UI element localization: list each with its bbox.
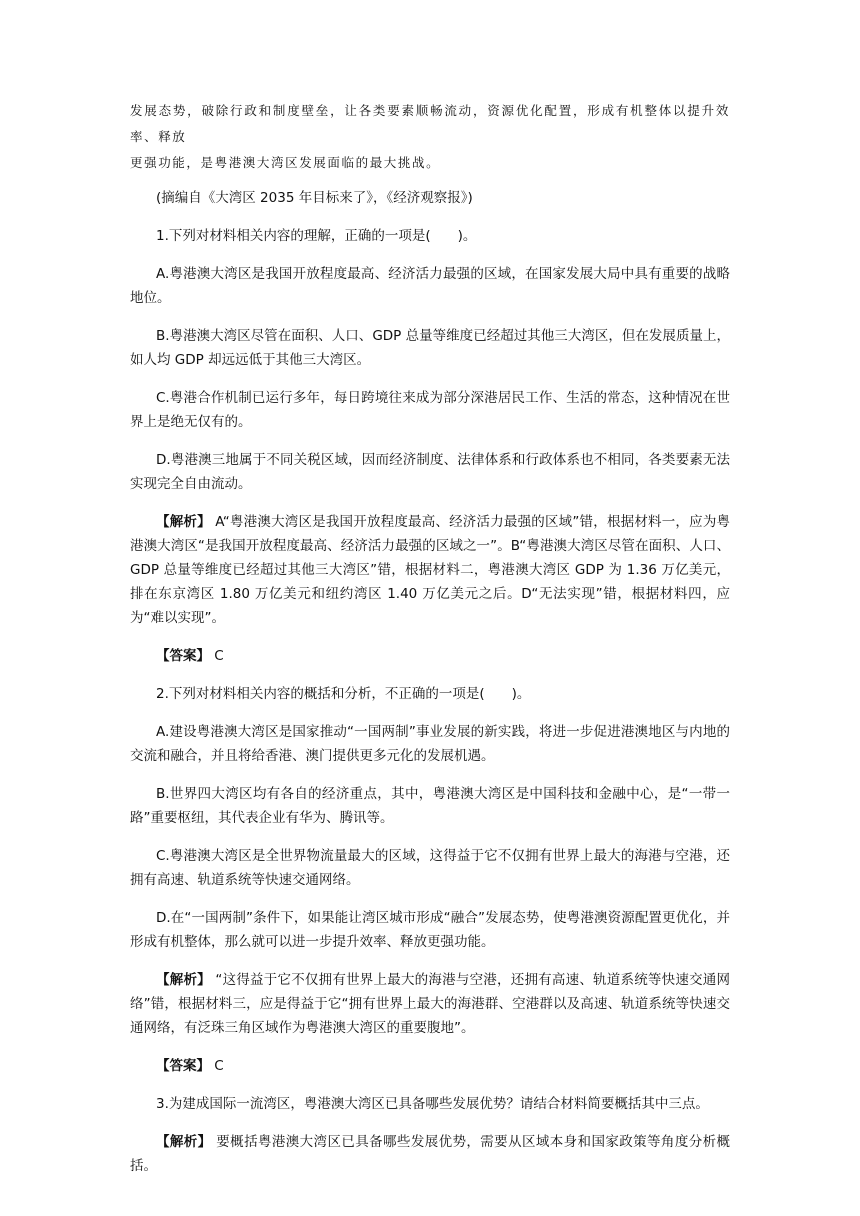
q2-analysis-text: “这得益于它不仅拥有世界上最大的海港与空港，还拥有高速、轨道系统等快速交通网络”错，根据材料三，应是得益于它“拥有世界上最大的海港群、空港群以及高速、轨道系统等快速交通网络，有泛珠三角区域作为粤港澳大湾区的重要腹地”。 xyxy=(130,972,731,1036)
q3-analysis-text: 要概括粤港澳大湾区已具备哪些发展优势，需要从区域本身和国家政策等角度分析概括。 xyxy=(130,1134,731,1174)
q2-option-b: B.世界四大湾区均有各自的经济重点，其中，粤港澳大湾区是中国科技和金融中心，是“一带一路”重要枢纽，其代表企业有华为、腾讯等。 xyxy=(130,786,730,826)
q1-analysis xyxy=(130,510,730,630)
q1-answer-value: C xyxy=(214,648,224,664)
source-citation: (摘编自《大湾区 2035 年目标来了》，《经济观察报》) xyxy=(156,190,473,206)
q2-analysis xyxy=(130,968,730,1040)
q1-option-a: A.粤港澳大湾区是我国开放程度最高、经济活力最强的区域，在国家发展大局中具有重要的战略地位。 xyxy=(130,266,730,306)
intro-line-1: 发展态势，破除行政和制度壁垒，让各类要素顺畅流动，资源优化配置，形成有机整体以提升效率、释放 xyxy=(130,103,730,144)
q2-question: 2.下列对材料相关内容的概括和分析，不正确的一项是( )。 xyxy=(156,686,531,702)
q1-analysis-text: A“粤港澳大湾区是我国开放程度最高、经济活力最强的区域”错，根据材料一，应为粤港澳大湾区“是我国开放程度最高、经济活力最强的区域之一”。B“粤港澳大湾区尽管在面积、人口、GDP 总量等维度已经超过其他三大湾区”错，根据材料二，粤港澳大湾区 GDP 为 1.36 万亿美元，排在东京湾区 1.80 万亿美元和纽约湾区 1.40 万亿美元之后。D“无法实现”错，根据材料四，应为“难以实现”。 xyxy=(130,514,731,626)
q2-option-c: C.粤港澳大湾区是全世界物流量最大的区域，这得益于它不仅拥有世界上最大的海港与空港，还拥有高速、轨道系统等快速交通网络。 xyxy=(130,848,730,888)
q1-answer xyxy=(130,644,730,668)
analysis-label: 【解析】 xyxy=(156,1134,212,1150)
analysis-label: 【解析】 xyxy=(156,972,211,988)
q2-option-d: D.在“一国两制”条件下，如果能让湾区城市形成“融合”发展态势，使粤港澳资源配置更优化，并形成有机整体，那么就可以进一步提升效率、释放更强功能。 xyxy=(130,910,730,950)
q2-answer xyxy=(130,1054,730,1078)
analysis-label: 【解析】 xyxy=(156,514,211,530)
q2-answer-value: C xyxy=(214,1058,224,1074)
q3-analysis xyxy=(130,1130,730,1178)
intro-line-2: 更强功能，是粤港澳大湾区发展面临的最大挑战。 xyxy=(130,155,441,170)
q1-option-c: C.粤港合作机制已运行多年，每日跨境往来成为部分深港居民工作、生活的常态，这种情况在世界上是绝无仅有的。 xyxy=(130,390,730,430)
q1-option-d: D.粤港澳三地属于不同关税区域，因而经济制度、法律体系和行政体系也不相同，各类要素无法实现完全自由流动。 xyxy=(130,452,730,492)
answer-label: 【答案】 xyxy=(156,1058,210,1074)
q3-question: 3.为建成国际一流湾区，粤港澳大湾区已具备哪些发展优势？请结合材料简要概括其中三点。 xyxy=(156,1096,709,1112)
q1-question: 1.下列对材料相关内容的理解，正确的一项是( )。 xyxy=(156,228,477,244)
document-page xyxy=(130,98,730,1178)
answer-label: 【答案】 xyxy=(156,648,210,664)
q2-option-a: A.建设粤港澳大湾区是国家推动“一国两制”事业发展的新实践，将进一步促进港澳地区与内地的交流和融合，并且将给香港、澳门提供更多元化的发展机遇。 xyxy=(130,724,730,764)
q1-option-b: B.粤港澳大湾区尽管在面积、人口、GDP 总量等维度已经超过其他三大湾区，但在发展质量上，如人均 GDP 却远远低于其他三大湾区。 xyxy=(130,328,730,368)
